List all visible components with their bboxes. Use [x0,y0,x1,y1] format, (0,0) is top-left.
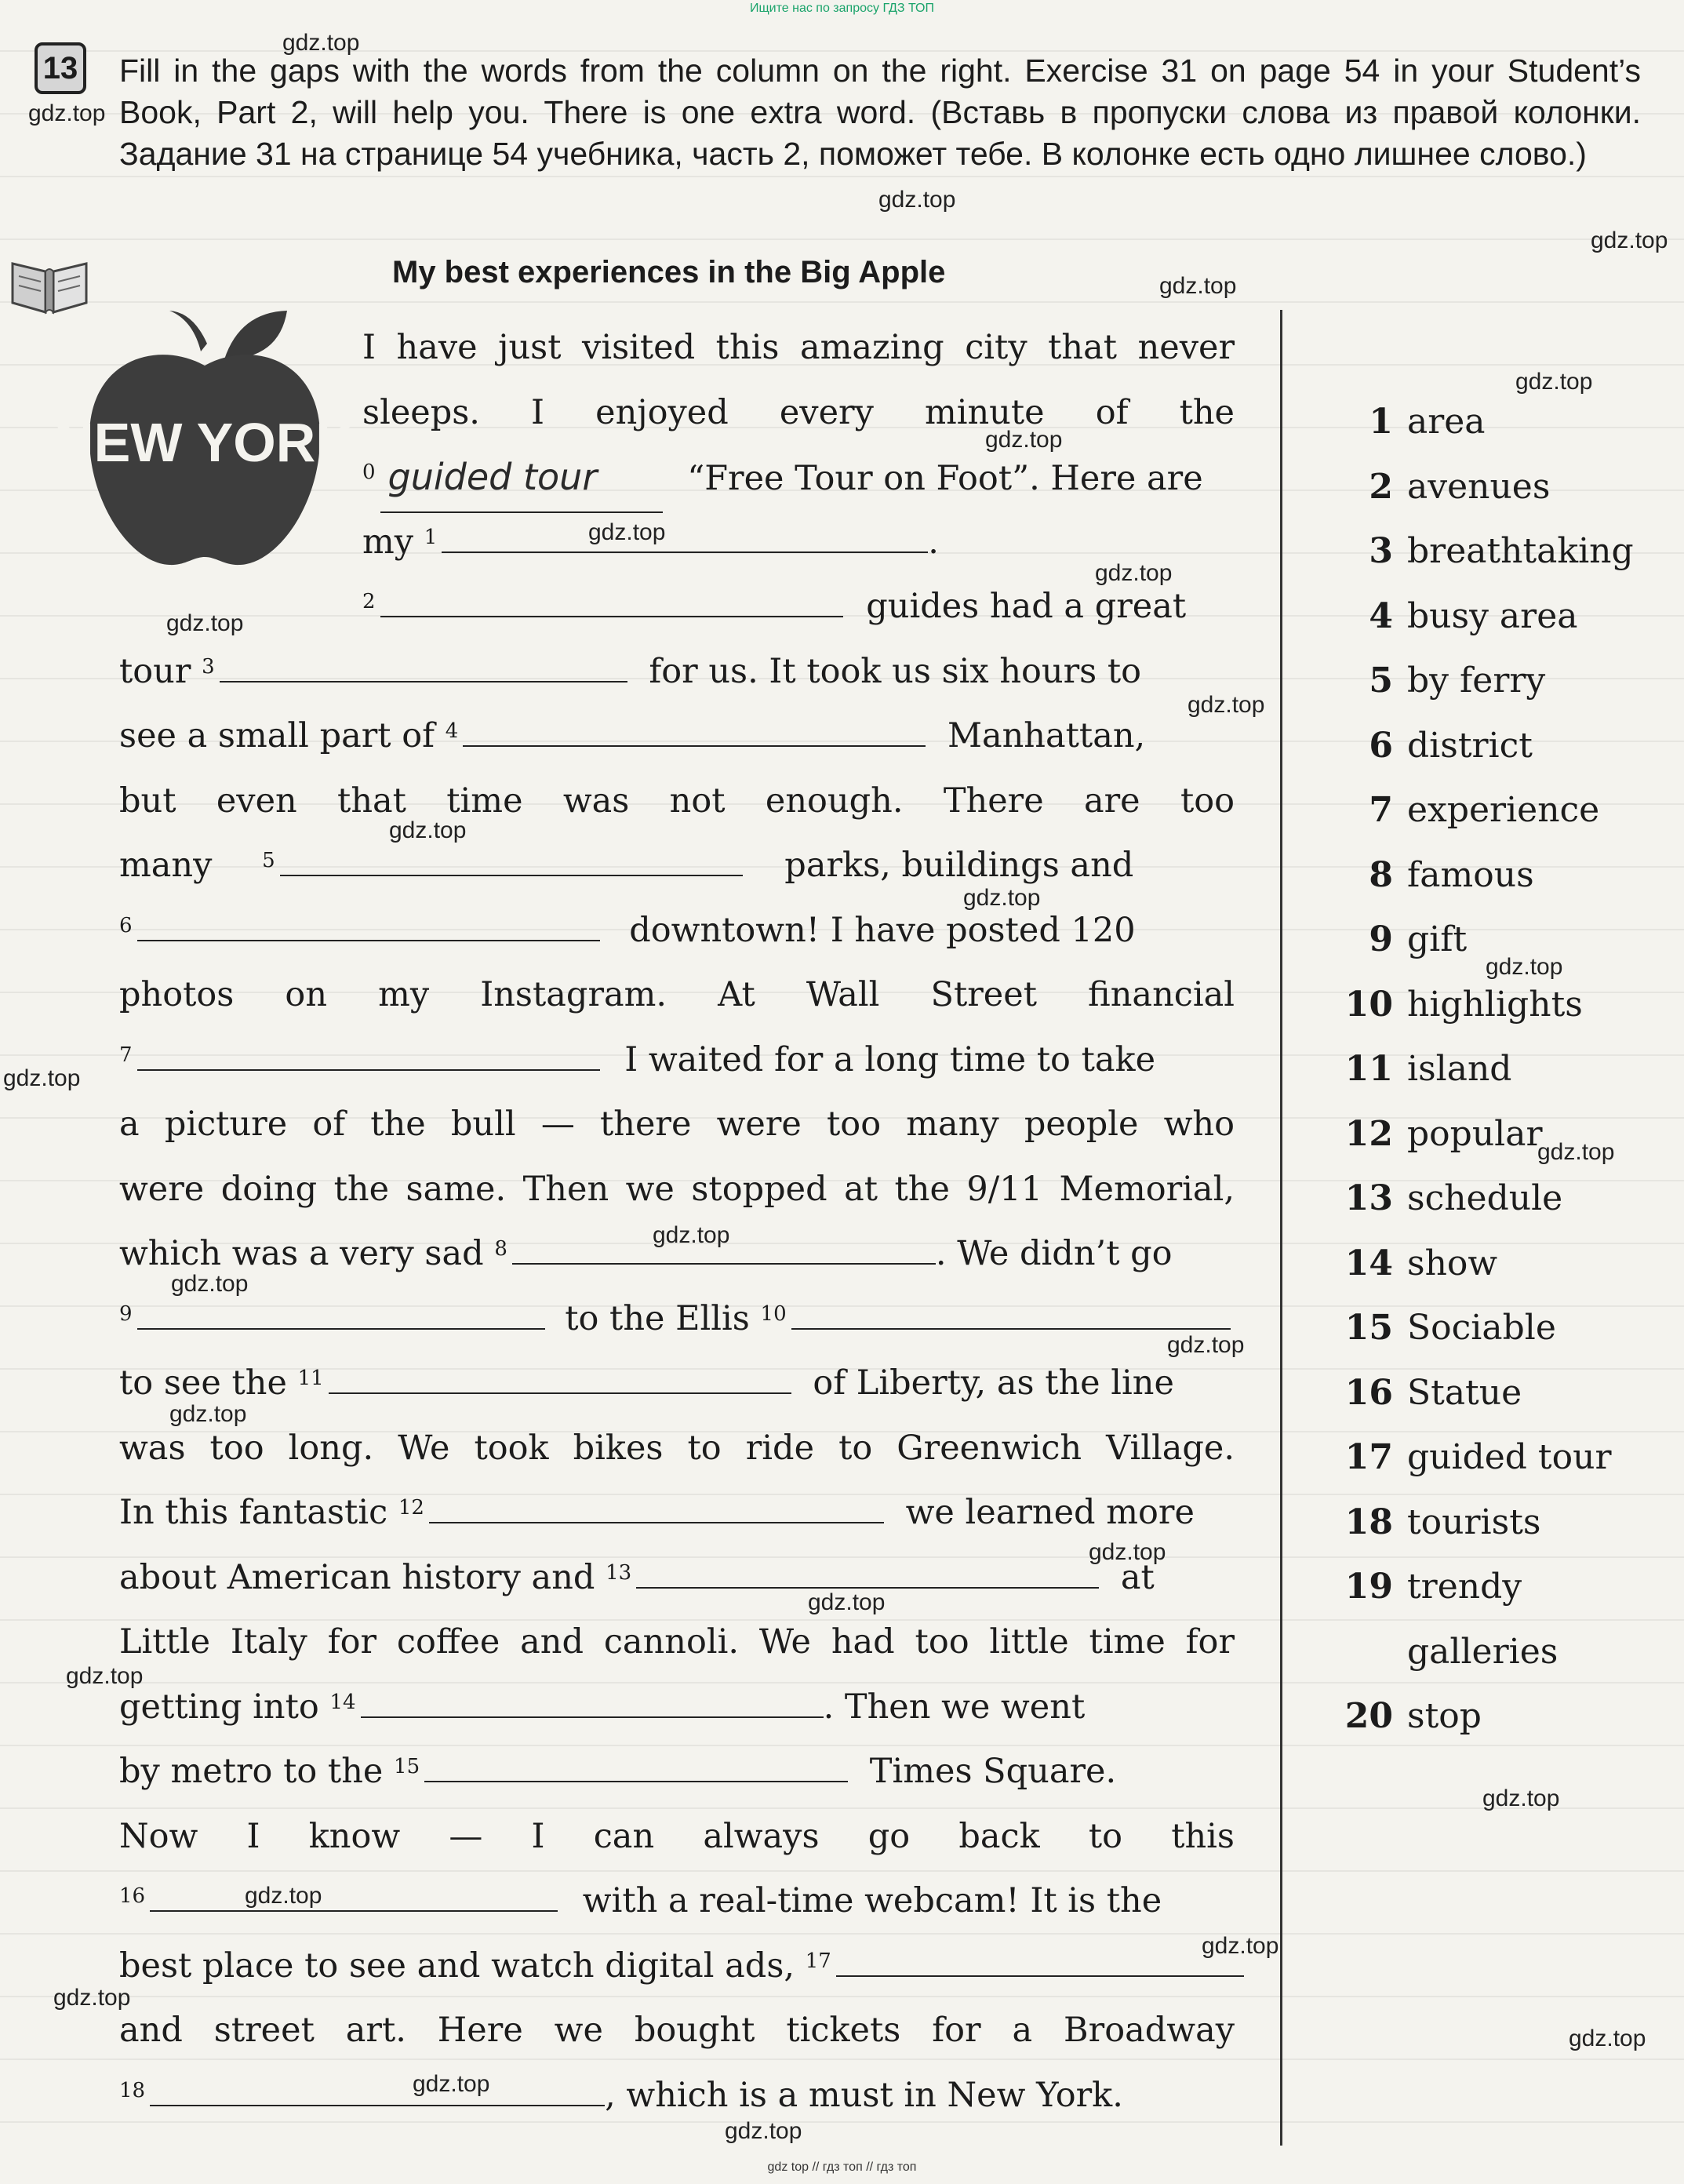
word-number: 9 [1369,919,1393,959]
gap-number-9: 9 [119,1301,133,1326]
gap-11[interactable] [329,1361,791,1394]
word-text: famous [1407,854,1534,895]
word-number: 4 [1369,595,1393,636]
word-number: 15 [1344,1308,1393,1348]
gap-10[interactable] [791,1297,1231,1330]
word-list-item [1344,455,1674,520]
watermark: gdz.top [282,30,360,56]
watermark: gdz.top [171,1271,249,1297]
passage-line-22 [119,1675,1235,1740]
passage-line-4 [119,510,1235,575]
word-number: 16 [1344,1372,1393,1413]
gap-number-11: 11 [297,1367,324,1390]
column-divider [1280,310,1282,2146]
passage-line-6-text: for us. It took us six hours to [649,651,1142,691]
passage-line-26-pre: best place to see and watch digital ads, [119,1946,795,1986]
watermark: gdz.top [3,1065,81,1091]
word-list-item [1344,1620,1674,1685]
word-text: gift [1407,919,1468,959]
watermark: gdz.top [653,1222,730,1248]
watermark: gdz.top [1202,1933,1279,1959]
word-number: 20 [1344,1696,1393,1736]
watermark: gdz.top [963,885,1041,911]
word-text: galleries [1407,1631,1559,1672]
passage-line-15-text: . We didn’t go [935,1234,1173,1273]
passage-line-12 [119,1028,1235,1093]
gap-4[interactable] [463,714,926,747]
word-text: Sociable [1407,1308,1556,1348]
passage-line-21: Little Italy for coffee and cannoli. We had too little time for [119,1622,1235,1662]
passage-line-17-text: of Liberty, as the line [813,1363,1174,1403]
passage-line-3-text: “Free Tour on Foot”. Here are [687,459,1203,498]
gap-number-15: 15 [394,1755,420,1778]
word-text: area [1407,402,1486,442]
word-number: 18 [1344,1502,1393,1542]
word-text: popular [1407,1113,1543,1154]
word-number: 14 [1344,1243,1393,1283]
watermark: gdz.top [1486,954,1563,980]
word-list-item [1344,1232,1674,1297]
passage-line-22-text: . Then we went [823,1687,1086,1727]
gap-number-13: 13 [606,1560,632,1585]
gap-number-7: 7 [119,1043,133,1067]
watermark: gdz.top [169,1401,247,1427]
word-text: Statue [1407,1372,1522,1413]
passage-line-7-pre: see a small part of [119,716,435,755]
word-number: 10 [1344,984,1393,1025]
gap-number-0: 0 [362,460,376,484]
exercise-number-badge: 13 [35,42,86,94]
watermark: gdz.top [1515,369,1593,395]
passage-line-23-text: Times Square. [869,1752,1117,1791]
gap-number-4: 4 [445,719,459,743]
word-list-item [1344,1296,1674,1361]
watermark: gdz.top [1569,2026,1646,2051]
gap-9[interactable] [137,1297,545,1330]
passage-line-3 [119,445,1235,510]
word-list-item [1344,584,1674,650]
gap-6[interactable] [137,908,600,941]
gap-number-18: 18 [119,2078,146,2102]
watermark: gdz.top [725,2118,802,2144]
gap-number-2: 2 [362,590,376,613]
passage-line-28 [119,2063,1235,2128]
passage-line-22-pre: getting into [119,1687,319,1727]
gap-18[interactable] [150,2073,605,2106]
passage-line-19 [119,1480,1235,1545]
passage-line-9-text: parks, buildings and [784,846,1134,885]
word-text: highlights [1407,984,1583,1025]
word-text: tourists [1407,1502,1541,1542]
watermark: gdz.top [878,187,956,213]
word-list-item [1344,519,1674,584]
word-list-item [1344,778,1674,843]
gap-number-17: 17 [805,1949,831,1973]
watermark: gdz.top [588,519,666,545]
passage-line-19-pre: In this fantastic [119,1493,388,1532]
passage-line-20-text: at [1120,1557,1155,1597]
gap-15[interactable] [424,1749,848,1782]
passage-line-11: photos on my Instagram. At Wall Street financial [119,975,1235,1014]
watermark: gdz.top [166,610,244,636]
word-text: guided tour [1407,1437,1612,1477]
gap-number-14: 14 [329,1690,356,1714]
top-search-note: Ищите нас по запросу ГДЗ ТОП [750,2,934,15]
gap-1[interactable] [442,520,928,553]
word-text: district [1407,725,1533,766]
word-list-item [1344,1037,1674,1102]
passage-line-15-pre: which was a very sad [119,1234,484,1273]
word-text: trendy [1407,1567,1522,1607]
gap-17[interactable] [836,1944,1244,1977]
word-number: 3 [1369,531,1393,571]
word-list-item [1344,714,1674,779]
word-number: 7 [1369,790,1393,830]
word-list [1344,390,1674,1749]
gap-0-filled[interactable] [380,445,663,513]
word-text: schedule [1407,1178,1563,1218]
gap-number-1: 1 [424,525,438,549]
gap-2[interactable] [380,584,843,617]
watermark: gdz.top [1089,1539,1166,1565]
passage-line-18: was too long. We took bikes to ride to Greenwich Village. [119,1428,1235,1468]
word-text: breathtaking [1407,531,1634,571]
passage-line-6-pre: tour [119,651,191,691]
passage-line-24: Now I know — I can always go back to this [119,1816,1235,1856]
passage-line-25-text: with a real-time webcam! It is the [582,1881,1162,1920]
watermark: gdz.top [28,100,106,126]
passage-line-19-text: we learned more [905,1493,1195,1532]
passage-line-1: I have just visited this amazing city that never [362,328,1235,367]
word-text: busy area [1407,595,1578,636]
word-list-item [1344,843,1674,908]
gap-13[interactable] [636,1556,1099,1589]
passage-line-20 [119,1545,1235,1611]
passage-line-28-text: , which is a must in New York. [605,2075,1123,2115]
gap-5[interactable] [280,843,743,876]
watermark: gdz.top [389,817,467,843]
watermark: gdz.top [1188,692,1265,718]
watermark: gdz.top [245,1883,322,1909]
word-number: 12 [1344,1113,1393,1154]
exercise-instructions: Fill in the gaps with the words from the column on the right. Exercise 31 on page 54 in your Student’s Book, Part 2, will help you. There is one extra word. (Вставь в пропуски слова из правой колонки. Задание 31 на странице 54 учебника, часть 2, поможет тебе. В колонке есть одно лишнее слово.) [119,53,1641,172]
word-list-item [1344,1167,1674,1232]
word-text: by ferry [1407,661,1546,701]
open-book-icon [6,253,93,315]
gap-number-5: 5 [262,849,275,872]
word-text: stop [1407,1696,1482,1736]
gap-12[interactable] [429,1491,884,1523]
passage-text [119,315,1235,2128]
word-number: 13 [1344,1178,1393,1218]
passage-line-26 [119,1934,1235,1999]
word-text: island [1407,1049,1512,1089]
gap-0-answer: guided tour [387,456,598,498]
passage-title: My best experiences in the Big Apple [392,255,946,289]
gap-3[interactable] [220,650,627,682]
watermark: gdz.top [1482,1785,1560,1811]
watermark: gdz.top [985,427,1063,453]
gap-7[interactable] [137,1038,600,1071]
gap-number-10: 10 [760,1301,787,1326]
gap-number-6: 6 [119,913,133,937]
word-number: 6 [1369,725,1393,766]
word-number: 17 [1344,1437,1393,1477]
gap-number-16: 16 [119,1884,146,1908]
passage-line-2: sleeps. I enjoyed every minute of the [362,392,1235,432]
word-list-item [1344,1425,1674,1491]
word-text: experience [1407,790,1600,830]
gap-14[interactable] [361,1685,824,1718]
gap-number-8: 8 [494,1237,507,1261]
passage-line-17 [119,1351,1235,1416]
passage-line-23 [119,1739,1235,1804]
passage-line-9 [119,833,1235,898]
watermark: gdz.top [66,1663,144,1689]
word-number: 11 [1344,1049,1393,1089]
watermark: gdz.top [53,1985,131,2011]
gap-number-12: 12 [398,1496,424,1520]
word-list-item [1344,1361,1674,1426]
word-list-item [1344,1555,1674,1620]
word-list-item [1344,649,1674,714]
watermark: gdz.top [413,2071,490,2097]
passage-line-4-post: . [928,522,939,562]
word-list-item [1344,973,1674,1038]
passage-line-5 [119,574,1235,639]
passage-line-10 [119,898,1235,963]
word-list-item [1344,1684,1674,1749]
word-number: 1 [1369,402,1393,442]
passage-line-7 [119,704,1235,769]
logo-text: NEW YORK [54,412,355,473]
passage-line-23-pre: by metro to the [119,1752,384,1791]
passage-line-7-text: Manhattan, [947,716,1146,755]
watermark: gdz.top [1537,1139,1615,1165]
passage-line-16-text: to the Ellis [565,1298,750,1338]
watermark: gdz.top [1167,1332,1245,1358]
watermark: gdz.top [1159,273,1237,299]
passage-line-12-text: I waited for a long time to take [624,1039,1156,1079]
footer-note: gdz top // гдз топ // гдз топ [767,2160,917,2174]
passage-line-8: but even that time was not enough. There are too [119,781,1235,821]
passage-line-13: a picture of the bull — there were too many people who [119,1105,1235,1144]
word-number: 2 [1369,466,1393,507]
gap-number-3: 3 [202,654,215,679]
passage-line-27: and street art. Here we bought tickets for a Broadway [119,2011,1235,2050]
passage-line-6 [119,639,1235,704]
gap-16[interactable] [150,1879,558,1912]
watermark: gdz.top [808,1589,886,1615]
word-list-item [1344,1491,1674,1556]
word-list-item [1344,1102,1674,1167]
word-list-item [1344,390,1674,455]
word-text: avenues [1407,466,1551,507]
passage-line-17-pre: to see the [119,1363,287,1403]
passage-line-5-text: guides had a great [866,587,1187,626]
word-number: 5 [1369,661,1393,701]
word-text: show [1407,1243,1498,1283]
passage-line-14: were doing the same. Then we stopped at the 9/11 Memorial, [119,1169,1235,1209]
watermark: gdz.top [1095,560,1173,586]
passage-line-20-pre: about American history and [119,1557,595,1597]
passage-line-10-text: downtown! I have posted 120 [629,910,1136,950]
passage-line-4-pre: my [362,522,414,562]
word-number: 8 [1369,854,1393,895]
passage-line-9-pre: many [119,846,213,885]
watermark: gdz.top [1591,228,1668,253]
word-number: 19 [1344,1567,1393,1607]
passage-line-16 [119,1287,1235,1352]
